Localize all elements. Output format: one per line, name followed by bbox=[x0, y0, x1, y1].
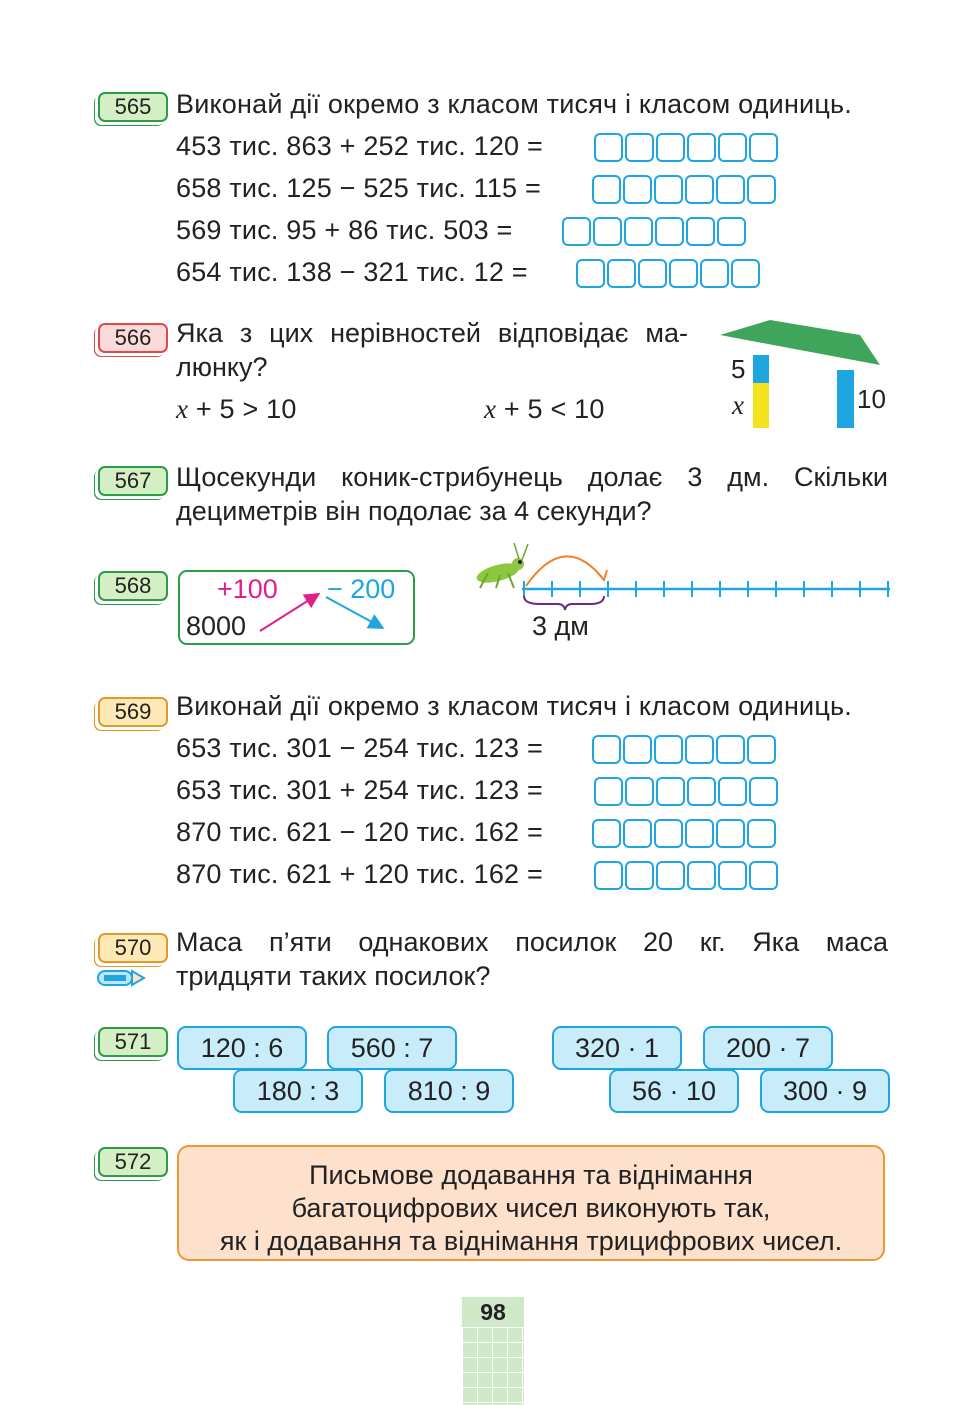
expression-pill[interactable]: 200 · 7 bbox=[703, 1026, 833, 1070]
exercise-570-task-line1: Маса п’яти однакових посилок 20 кг. Яка маса bbox=[176, 927, 888, 957]
inequality-option-1-rest: + 5 > 10 bbox=[188, 394, 297, 424]
exercise-566-task-line2: люнку? bbox=[176, 352, 268, 382]
chain-arrows bbox=[178, 570, 415, 645]
block-10 bbox=[837, 370, 854, 428]
segment-label-3dm: 3 дм bbox=[532, 611, 589, 641]
expression-569-4: 870 тис. 621 + 120 тис. 162 = bbox=[176, 859, 543, 889]
page-number-tab bbox=[462, 1297, 524, 1405]
exercise-number-567: 567 bbox=[98, 466, 168, 496]
expression-pill[interactable]: 560 : 7 bbox=[327, 1026, 457, 1070]
pencil-icon bbox=[96, 967, 146, 989]
exercise-number-570: 570 bbox=[98, 933, 168, 963]
expression-569-2: 653 тис. 301 + 254 тис. 123 = bbox=[176, 775, 543, 805]
block-5 bbox=[753, 355, 769, 383]
inequality-option-2-rest: + 5 < 10 bbox=[496, 394, 605, 424]
expression-569-1: 653 тис. 301 − 254 тис. 123 = bbox=[176, 733, 543, 763]
variable-x: x bbox=[484, 394, 497, 424]
inequality-option-2[interactable] bbox=[484, 388, 605, 430]
expression-569-3: 870 тис. 621 − 120 тис. 162 = bbox=[176, 817, 543, 847]
expression-565-4: 654 тис. 138 − 321 тис. 12 = bbox=[176, 257, 528, 287]
rule-line-2: багатоцифрових чисел виконують так, bbox=[291, 1193, 771, 1223]
balance-picture bbox=[720, 315, 900, 435]
rule-box bbox=[177, 1145, 885, 1261]
block-x bbox=[753, 383, 769, 428]
number-line bbox=[470, 540, 900, 620]
answer-cells-565-4[interactable] bbox=[576, 259, 762, 288]
exercise-number-569: 569 bbox=[98, 697, 168, 727]
rule-line-3: як і додавання та віднімання трицифрових чисел. bbox=[219, 1226, 843, 1256]
expression-pill[interactable]: 56 · 10 bbox=[609, 1069, 739, 1113]
exercise-number-572: 572 bbox=[98, 1147, 168, 1177]
expression-pill[interactable]: 320 · 1 bbox=[552, 1026, 682, 1070]
expression-565-2: 658 тис. 125 − 525 тис. 115 = bbox=[176, 173, 541, 203]
exercise-567-task-line2: дециметрів він подолає за 4 секунди? bbox=[176, 496, 652, 526]
exercise-number-566: 566 bbox=[98, 323, 168, 353]
answer-cells-565-3[interactable] bbox=[562, 217, 748, 246]
page-number: 98 bbox=[462, 1297, 524, 1327]
exercise-569-task: Виконай дії окремо з класом тисяч і класом одиниць. bbox=[176, 691, 852, 721]
segment-brace bbox=[524, 596, 604, 610]
arrow-plus bbox=[260, 595, 317, 631]
exercise-570-task-line2: тридцяти таких посилок? bbox=[176, 961, 491, 991]
answer-cells-565-1[interactable] bbox=[594, 133, 780, 162]
answer-cells-569-2[interactable] bbox=[594, 777, 780, 806]
operation-plus-100: +100 bbox=[217, 574, 278, 604]
expression-pill[interactable]: 120 : 6 bbox=[177, 1026, 307, 1070]
rule-line-1: Письмове додавання та віднімання bbox=[309, 1160, 753, 1190]
exercise-567-task-line1: Щосекунди коник-стрибунець долає 3 дм. Скільки bbox=[176, 462, 888, 492]
expression-565-1: 453 тис. 863 + 252 тис. 120 = bbox=[176, 131, 543, 161]
label-5: 5 bbox=[731, 354, 746, 384]
answer-cells-569-1[interactable] bbox=[592, 735, 778, 764]
exercise-566-task-line1: Яка з цих нерівностей відповідає ма- bbox=[176, 318, 688, 348]
start-number-8000: 8000 bbox=[186, 611, 247, 641]
operation-minus-200: − 200 bbox=[327, 574, 396, 604]
expression-565-3: 569 тис. 95 + 86 тис. 503 = bbox=[176, 215, 513, 245]
variable-x: x bbox=[176, 394, 189, 424]
exercise-number-571: 571 bbox=[98, 1027, 168, 1057]
exercise-number-568: 568 bbox=[98, 571, 168, 601]
expression-pill[interactable]: 810 : 9 bbox=[384, 1069, 514, 1113]
label-10: 10 bbox=[857, 384, 886, 414]
answer-cells-565-2[interactable] bbox=[592, 175, 778, 204]
jump-arc bbox=[526, 556, 604, 586]
expression-pill[interactable]: 300 · 9 bbox=[760, 1069, 890, 1113]
grasshopper-icon bbox=[475, 543, 528, 588]
exercise-number-565: 565 bbox=[98, 92, 168, 122]
expression-pill[interactable]: 180 : 3 bbox=[233, 1069, 363, 1113]
answer-cells-569-3[interactable] bbox=[592, 819, 778, 848]
exercise-565-task: Виконай дії окремо з класом тисяч і класом одиниць. bbox=[176, 89, 852, 119]
arrow-minus bbox=[326, 597, 381, 627]
answer-cells-569-4[interactable] bbox=[594, 861, 780, 890]
inequality-option-1[interactable] bbox=[176, 388, 297, 430]
label-x: x bbox=[732, 390, 744, 420]
